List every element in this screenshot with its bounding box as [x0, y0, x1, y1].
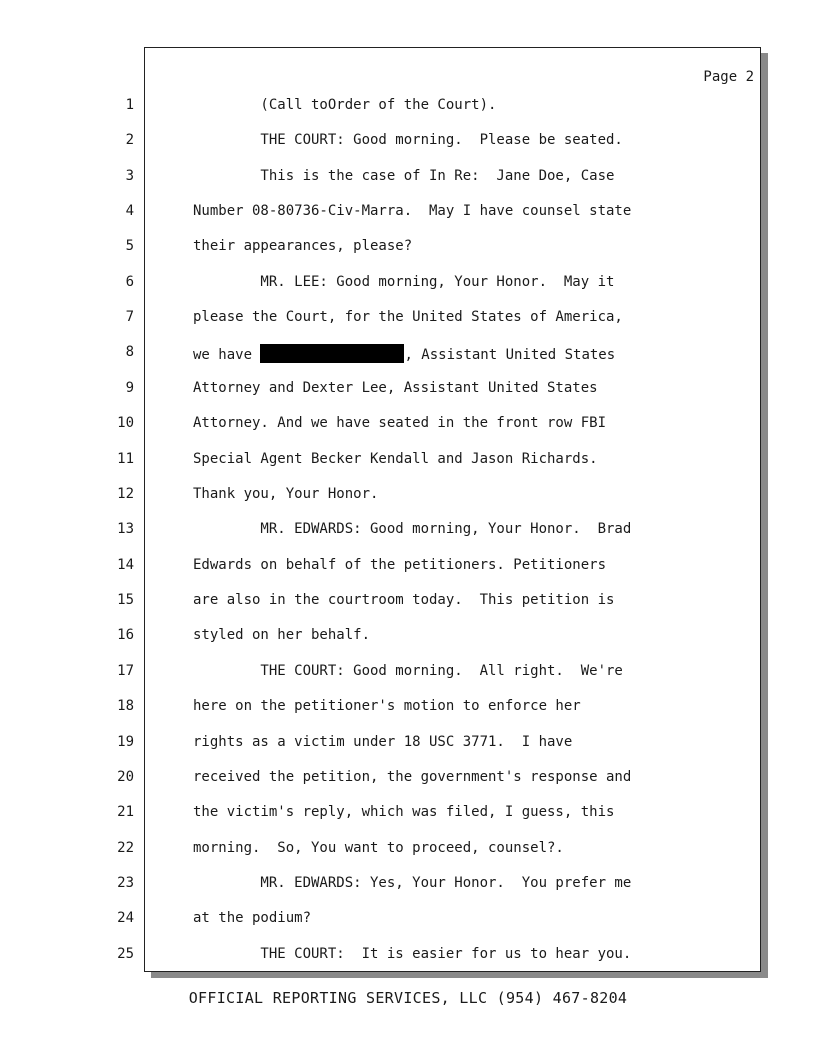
line-number: 21 — [117, 804, 134, 820]
transcript-line: are also in the courtroom today. This petition is — [193, 592, 615, 608]
transcript-line: morning. So, You want to proceed, counsel?. — [193, 840, 564, 856]
line-number: 7 — [125, 309, 134, 325]
line-number: 22 — [117, 840, 134, 856]
line-number: 14 — [117, 557, 134, 573]
transcript-line: Thank you, Your Honor. — [193, 486, 379, 502]
transcript-line: received the petition, the government's response and — [193, 769, 632, 785]
redaction-block — [260, 344, 404, 363]
line-number: 25 — [117, 946, 134, 962]
transcript-line: their appearances, please? — [193, 238, 413, 254]
transcript-line: Attorney. And we have seated in the front row FBI — [193, 415, 607, 431]
line-number: 20 — [117, 769, 134, 785]
line-number: 17 — [117, 663, 134, 679]
transcript-line: please the Court, for the United States of America, — [193, 309, 623, 325]
line-number: 19 — [117, 734, 134, 750]
transcript-line: Special Agent Becker Kendall and Jason Richards. — [193, 451, 598, 467]
transcript-line: Number 08-80736-Civ-Marra. May I have counsel state — [193, 203, 632, 219]
transcript-line: MR. EDWARDS: Good morning, Your Honor. Brad — [193, 521, 632, 537]
transcript-frame — [144, 47, 761, 972]
transcript-line: This is the case of In Re: Jane Doe, Case — [193, 168, 615, 184]
transcript-line: MR. EDWARDS: Yes, Your Honor. You prefer me — [193, 875, 632, 891]
line-number: 16 — [117, 627, 134, 643]
transcript-line: styled on her behalf. — [193, 627, 371, 643]
transcript-line: Edwards on behalf of the petitioners. Petitioners — [193, 557, 607, 573]
line-number: 5 — [125, 238, 134, 254]
line-number: 3 — [125, 168, 134, 184]
line-number: 12 — [117, 486, 134, 502]
transcript-line-part: , Assistant United States — [404, 347, 616, 363]
line-number: 10 — [117, 415, 134, 431]
line-number: 2 — [125, 132, 134, 148]
transcript-line: Attorney and Dexter Lee, Assistant United States — [193, 380, 598, 396]
line-number: 18 — [117, 698, 134, 714]
line-number: 4 — [125, 203, 134, 219]
line-number: 24 — [117, 910, 134, 926]
transcript-line: THE COURT: It is easier for us to hear you. — [193, 946, 632, 962]
footer-reporter-credit: OFFICIAL REPORTING SERVICES, LLC (954) 467-8204 — [188, 989, 628, 1007]
transcript-line: at the podium? — [193, 910, 312, 926]
transcript-line: the victim's reply, which was filed, I guess, this — [193, 804, 615, 820]
transcript-line: THE COURT: Good morning. Please be seated. — [193, 132, 623, 148]
line-number: 13 — [117, 521, 134, 537]
transcript-line-part: we have — [193, 347, 261, 363]
transcript-line: THE COURT: Good morning. All right. We're — [193, 663, 623, 679]
line-number: 9 — [125, 380, 134, 396]
line-number: 6 — [125, 274, 134, 290]
line-number: 1 — [125, 97, 134, 113]
transcript-line: here on the petitioner's motion to enforce her — [193, 698, 581, 714]
line-number: 23 — [117, 875, 134, 891]
page-label: Page 2 — [703, 69, 754, 85]
line-number: 8 — [125, 344, 134, 360]
line-number: 11 — [117, 451, 134, 467]
transcript-line: MR. LEE: Good morning, Your Honor. May it — [193, 274, 615, 290]
line-number: 15 — [117, 592, 134, 608]
transcript-line-redacted — [193, 344, 615, 363]
transcript-line: rights as a victim under 18 USC 3771. I have — [193, 734, 573, 750]
transcript-line: (Call toOrder of the Court). — [193, 97, 497, 113]
